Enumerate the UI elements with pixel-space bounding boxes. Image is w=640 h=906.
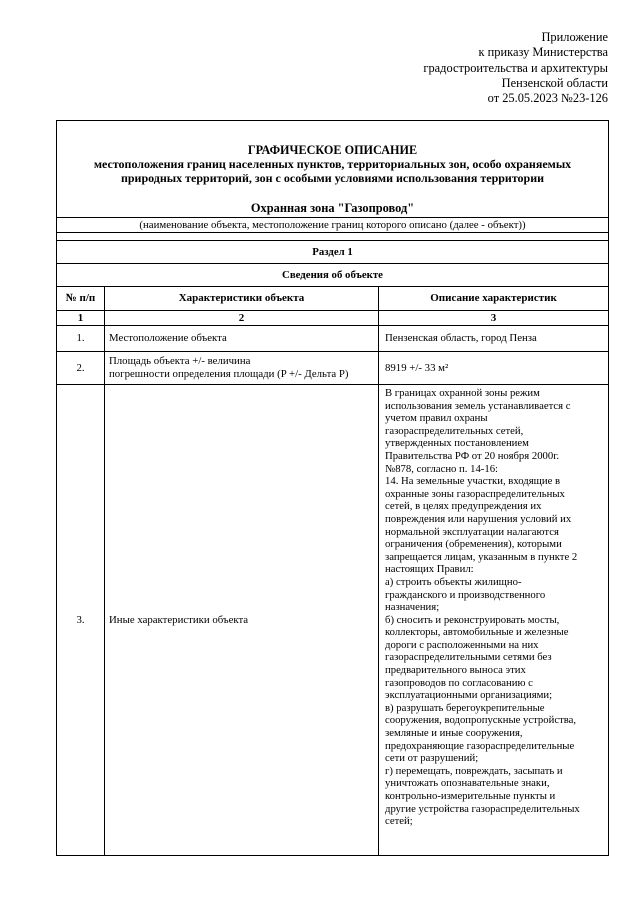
row-number: 3. [57,385,105,856]
object-caption: (наименование объекта, местоположение границ которого описано (далее - объект)) [57,218,609,233]
description-line: повреждения или нарушения условий их [385,512,572,525]
description-line: эксплуатационными организациями; [385,689,553,702]
description-line: использования земель устанавливается с [385,399,571,412]
description-line: назначения; [385,601,440,614]
table-row [57,385,609,856]
description-line: гражданского и производственного [385,588,546,601]
characteristic-line: Иные характеристики объекта [109,613,249,626]
description-line: сетей; [385,815,413,828]
description-line: другие устройства газораспределительных [385,802,580,815]
description-line: в) разрушать берегоукрепительные [385,701,545,714]
column-header: Характеристики объекта [105,287,379,311]
column-number: 2 [105,311,379,326]
description-line: уничтожать опознавательные знаки, [385,777,550,790]
row-number: 1. [57,326,105,352]
description-line: коллекторы, автомобильные и железные [385,626,569,639]
spacer-row [57,233,609,241]
description-line: сетей, в целях предупреждения их [385,500,542,513]
description-line: земляные и иные сооружения, [385,727,523,740]
description-line: настоящих Правил: [385,563,474,576]
description-line: газораспределительных сетей, [385,424,524,437]
graphic-description-table [56,120,609,856]
description-line: б) сносить и реконструировать мосты, [385,613,560,626]
description-line: сооружения, водопропускные устройства, [385,714,577,727]
description-line: дороги с расположенными на них [385,638,539,651]
column-header: Описание характеристик [379,287,609,311]
characteristic-line: Площадь объекта +/- величина [109,355,251,368]
document-header [57,121,609,218]
object-name: Охранная зона "Газопровод" [250,201,415,215]
column-header: № п/п [57,287,105,311]
appendix-line: Пензенской области [501,75,608,90]
row-number: 2. [57,352,105,385]
description-line: г) перемещать, повреждать, засыпать и [385,764,563,777]
column-number: 3 [379,311,609,326]
description-line: учетом правил охраны [385,412,488,425]
description-line: запрещается лицам, указанным в пункте 2 [385,550,578,563]
row-characteristic [105,352,379,385]
row-description [379,352,609,385]
description-line: предохраняющие газораспределительные [385,739,575,752]
row-description [379,326,609,352]
description-line: утвержденных постановлением [385,437,529,450]
info-title: Сведения об объекте [57,264,609,287]
document-title: ГРАФИЧЕСКОЕ ОПИСАНИЕ [247,143,418,157]
appendix-block [308,30,608,106]
description-line: №878, согласно п. 14-16: [385,462,499,475]
description-line: предварительного выноса этих [385,664,526,677]
column-number: 1 [57,311,105,326]
description-line: газораспределительными сетями без [385,651,552,664]
table-row [57,352,609,385]
description-line: а) строить объекты жилищно- [385,575,522,588]
row-description [379,385,609,856]
characteristic-line: Местоположение объекта [109,332,227,345]
document-subtitle-line: местоположения границ населенных пунктов, территориальных зон, особо охраняемых [93,157,572,171]
appendix-line: градостроительства и архитектуры [423,60,608,75]
characteristic-line: погрешности определения площади (P +/- Дельта P) [109,368,349,380]
description-line: В границах охранной зоны режим [385,387,540,399]
appendix-line: к приказу Министерства [478,45,608,60]
appendix-line: Приложение [541,30,608,44]
description-line: контрольно-измерительные пункты и [385,790,556,802]
description-line: 8919 +/- 33 м² [385,361,449,374]
description-line: нормальной эксплуатации налагаются [385,525,559,538]
section-title: Раздел 1 [57,241,609,264]
column-header-row [57,287,609,311]
description-line: сети от разрушений; [385,752,479,765]
description-line: газопроводов по согласованию с [385,676,533,689]
description-line: охранные зоны газораспределительных [385,487,565,500]
document-subtitle-line: природных территорий, зон с особыми условиями использования территории [120,171,545,185]
appendix-line: от 25.05.2023 №23-126 [487,91,608,106]
row-characteristic [105,326,379,352]
description-line: 14. На земельные участки, входящие в [385,475,561,488]
column-number-row [57,311,609,326]
table-row [57,326,609,352]
row-characteristic [105,385,379,856]
description-line: Пензенская область, город Пенза [385,332,537,345]
description-line: ограничения (обременения), которыми [385,538,562,551]
description-line: Правительства РФ от 20 ноября 2000г. [385,449,560,462]
